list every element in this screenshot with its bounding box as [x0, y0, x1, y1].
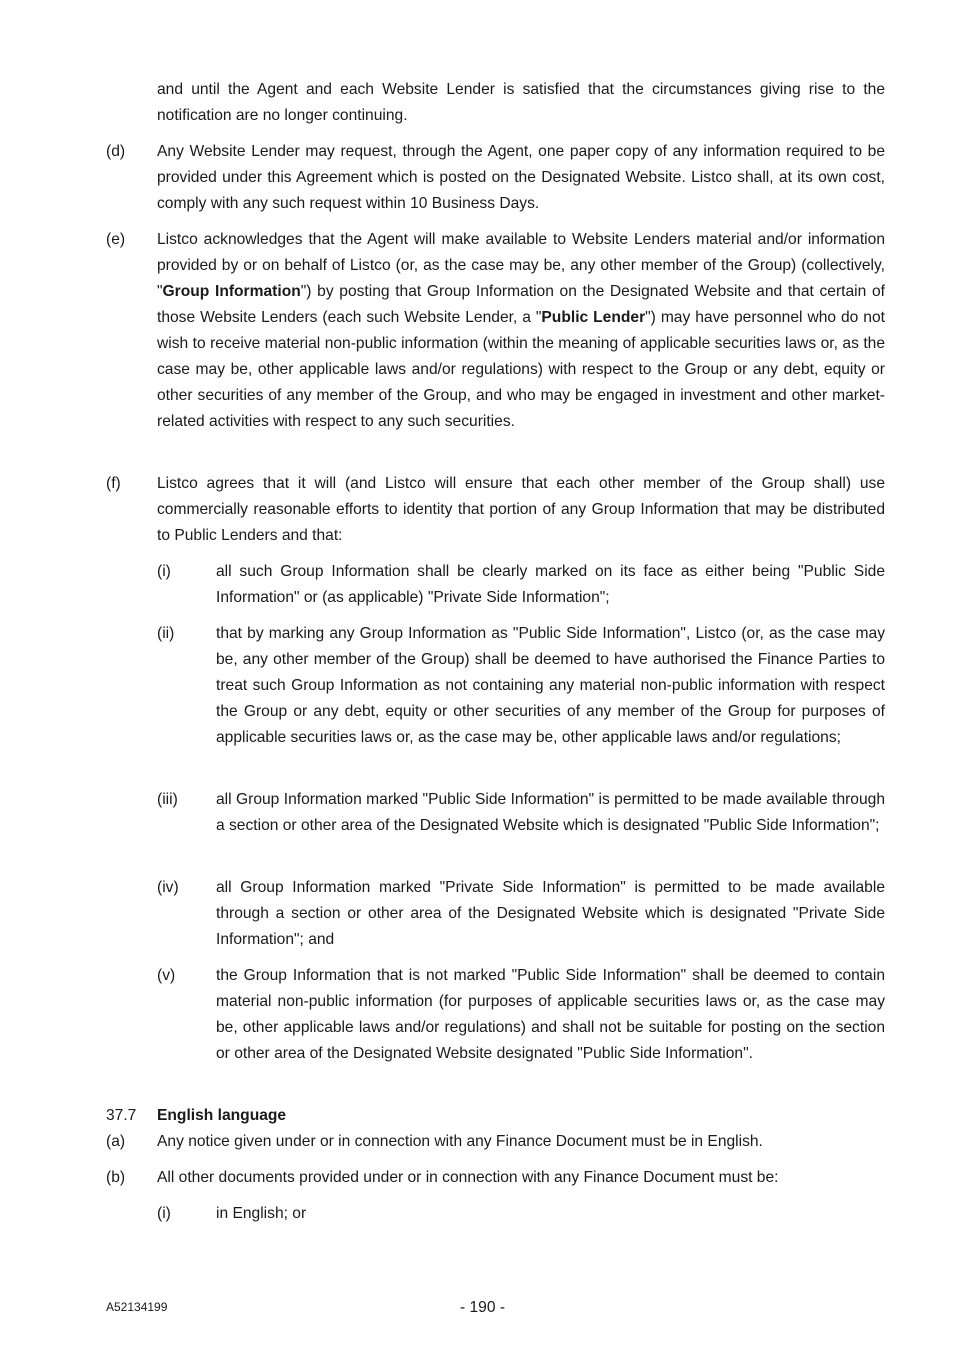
para-e-part2: ") by posting that Group Information on the Designated Website and that certain of those Website Lenders (each such Website Lender, a " [157, 283, 885, 326]
sub-item-text: all Group Information marked "Public Side Information" is permitted to be made available through a section or other area of the Designated Website which is designated "Public Side Information"; [216, 791, 885, 834]
para-e-part1: Listco acknowledges that the Agent will make available to Website Lenders material and/or information provided by or on behalf of Listco (or, as the case may be, any other member of the Group) (collectively, " [157, 231, 885, 300]
para-e-text [157, 227, 885, 435]
section-title: English language [157, 1107, 287, 1124]
sub-item-text: in English; or [216, 1205, 307, 1222]
document-id: A52134199 [106, 1300, 168, 1314]
sub-item-text: all Group Information marked "Private Side Information" is permitted to be made available through a section or other area of the Designated Website which is designated "Private Side Information"; and [216, 879, 885, 948]
sub-item-text: that by marking any Group Information as "Public Side Information", Listco (or, as the case may be, any other member of the Group) shall be deemed to have authorised the Finance Parties to treat such Group Information as not containing any material non-public information with respect the Group or any debt, equity or other securities of any member of the Group for purposes of applicable securities laws or, as the case may be, other applicable laws and/or regulations; [216, 625, 885, 746]
para-d-text: Any Website Lender may request, through the Agent, one paper copy of any information required to be provided under this Agreement which is posted on the Designated Website. Listco shall, at its own cost, comply with any such request within 10 Business Days. [157, 143, 885, 212]
defined-term-public-lender: Public Lender [541, 309, 646, 326]
para-b-label: (b) [106, 1169, 126, 1186]
sub-item-text: all such Group Information shall be clearly marked on its face as either being "Public Side Information" or (as applicable) "Private Side Information"; [216, 563, 885, 606]
section-number: 37.7 [106, 1107, 137, 1124]
para-e-part3: ") may have personnel who do not wish to receive material non-public information (within the meaning of applicable securities laws or, as the case may be, other applicable laws and/or regulations) with respect to the Group or any debt, equity or other securities of any member of the Group, and who may be engaged in investment and other market-related activities with respect to any such securities. [157, 309, 885, 430]
para-b-text: All other documents provided under or in connection with any Finance Document must be: [157, 1169, 779, 1186]
sub-item-label: (iii) [157, 791, 178, 808]
para-a-text: Any notice given under or in connection with any Finance Document must be in English. [157, 1133, 763, 1150]
sub-item-label: (v) [157, 967, 176, 984]
defined-term-group-information: Group Information [162, 283, 301, 300]
para-e-label: (e) [106, 231, 126, 248]
sub-item-label: (iv) [157, 879, 179, 896]
sub-item-label: (i) [157, 1205, 171, 1222]
para-f-label: (f) [106, 475, 121, 492]
para-f-text: Listco agrees that it will (and Listco will ensure that each other member of the Group shall) use commercially reasonable efforts to identity that portion of any Group Information that may be distributed to Public Lenders and that: [157, 475, 885, 544]
sub-item-text: the Group Information that is not marked "Public Side Information" shall be deemed to contain material non-public information (for purposes of applicable securities laws or, as the case may be, other applicable laws and/or regulations) and shall not be suitable for posting on the section or other area of the Designated Website designated "Public Side Information". [216, 967, 885, 1062]
sub-item-label: (ii) [157, 625, 175, 642]
sub-item-label: (i) [157, 563, 171, 580]
page-number: - 190 - [459, 1299, 506, 1316]
intro-continuation: and until the Agent and each Website Lender is satisfied that the circumstances giving rise to the notification are no longer continuing. [157, 81, 885, 124]
para-d-label: (d) [106, 143, 126, 160]
para-a-label: (a) [106, 1133, 126, 1150]
